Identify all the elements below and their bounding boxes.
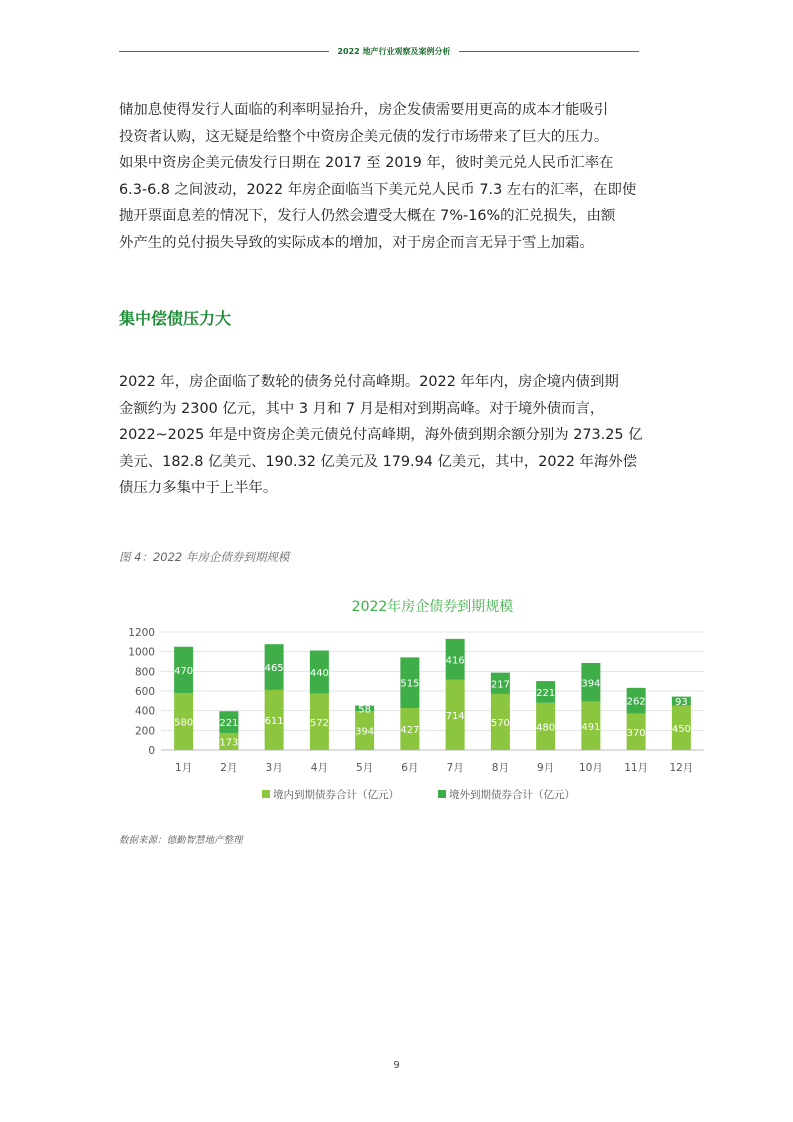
y-tick-label: 1200	[128, 627, 155, 639]
data-label: 58	[358, 704, 371, 716]
bond-maturity-chart	[119, 585, 719, 810]
text-line: 美元、182.8 亿美元、190.32 亿美元及 179.94 亿美元，其中，2022 年海外偿	[119, 453, 637, 470]
data-label: 93	[675, 697, 688, 709]
data-label: 480	[536, 722, 556, 734]
section-title: 集中偿债压力大	[119, 309, 232, 328]
data-source: 数据来源：德勤智慧地产整理	[119, 835, 243, 846]
data-label: 221	[536, 687, 556, 699]
figure-caption: 图 4：2022 年房企债券到期规模	[119, 550, 290, 564]
x-tick-label: 10月	[578, 762, 603, 774]
x-tick-label: 7月	[446, 762, 464, 774]
data-label: 450	[671, 723, 691, 735]
x-tick-label: 2月	[220, 762, 238, 774]
text-line: 2022~2025 年是中资房企美元债兑付高峰期，海外债到期余额分别为 273.25 亿	[119, 427, 643, 443]
data-label: 491	[581, 721, 601, 733]
y-tick-label: 800	[134, 666, 155, 679]
page-header	[119, 44, 639, 60]
y-tick-label: 1000	[128, 646, 155, 659]
data-label: 416	[445, 655, 465, 667]
x-tick-label: 1月	[175, 762, 193, 774]
chart-title: 2022年房企债券到期规模	[351, 599, 514, 615]
x-tick-label: 12月	[669, 762, 694, 774]
x-tick-label: 11月	[624, 762, 649, 774]
paragraph-exchange-rate	[119, 97, 659, 256]
text-line: 外产生的兑付损失导致的实际成本的增加，对于房企而言无异于雪上加霜。	[119, 234, 594, 251]
text-line: 储加息使得发行人面临的利率明显抬升，房企发债需要用更高的成本才能吸引	[119, 102, 609, 118]
legend-swatch	[438, 790, 446, 798]
text-line: 如果中资房企美元债发行日期在 2017 至 2019 年，彼时美元兑人民币汇率在	[119, 155, 614, 171]
legend-label: 境外到期债券合计（亿元）	[449, 789, 575, 801]
data-label: 262	[626, 696, 646, 708]
x-tick-label: 6月	[401, 762, 419, 774]
data-label: 427	[400, 725, 420, 737]
page-number: 9	[393, 1060, 400, 1071]
header-rule-left	[119, 51, 329, 52]
x-tick-label: 9月	[537, 762, 555, 774]
x-tick-label: 4月	[310, 762, 328, 774]
data-label: 572	[309, 717, 329, 729]
data-label: 394	[581, 678, 601, 690]
data-label: 714	[445, 710, 465, 722]
x-tick-label: 5月	[356, 762, 374, 774]
data-label: 217	[490, 679, 510, 691]
y-tick-label: 200	[134, 725, 155, 738]
text-line: 2022 年，房企面临了数轮的债务兑付高峰期。2022 年年内，房企境内债到期	[119, 374, 619, 390]
text-line: 投资者认购，这无疑是给整个中资房企美元债的发行市场带来了巨大的压力。	[119, 128, 609, 145]
text-line: 抛开票面息差的情况下，发行人仍然会遭受大概在 7%-16%的汇兑损失，由额	[119, 208, 616, 224]
header-title: 2022 地产行业观察及案例分析	[337, 47, 451, 56]
text-line: 金额约为 2300 亿元，其中 3 月和 7 月是相对到期高峰。对于境外债而言，	[119, 400, 605, 417]
data-label: 394	[355, 726, 375, 738]
data-label: 370	[626, 727, 646, 739]
data-label: 570	[490, 717, 510, 729]
data-label: 515	[400, 678, 420, 690]
text-line: 6.3-6.8 之间波动，2022 年房企面临当下美元兑人民币 7.3 左右的汇率，在即使	[119, 181, 637, 198]
data-label: 173	[219, 737, 239, 749]
header-rule-right	[459, 51, 639, 52]
y-tick-label: 600	[134, 686, 155, 698]
x-tick-label: 8月	[491, 762, 509, 774]
data-label: 611	[264, 715, 284, 727]
data-label: 470	[174, 665, 194, 677]
legend-label: 境内到期债券合计（亿元）	[273, 789, 399, 801]
data-label: 440	[309, 668, 329, 680]
data-label: 221	[219, 718, 239, 730]
y-tick-label: 0	[148, 745, 155, 757]
text-line: 债压力多集中于上半年。	[119, 480, 278, 496]
x-tick-label: 3月	[265, 762, 283, 774]
data-label: 465	[264, 663, 284, 675]
paragraph-debt-peak	[119, 369, 659, 502]
legend-swatch	[262, 790, 270, 798]
data-label: 580	[174, 717, 194, 729]
y-tick-label: 400	[134, 705, 155, 718]
